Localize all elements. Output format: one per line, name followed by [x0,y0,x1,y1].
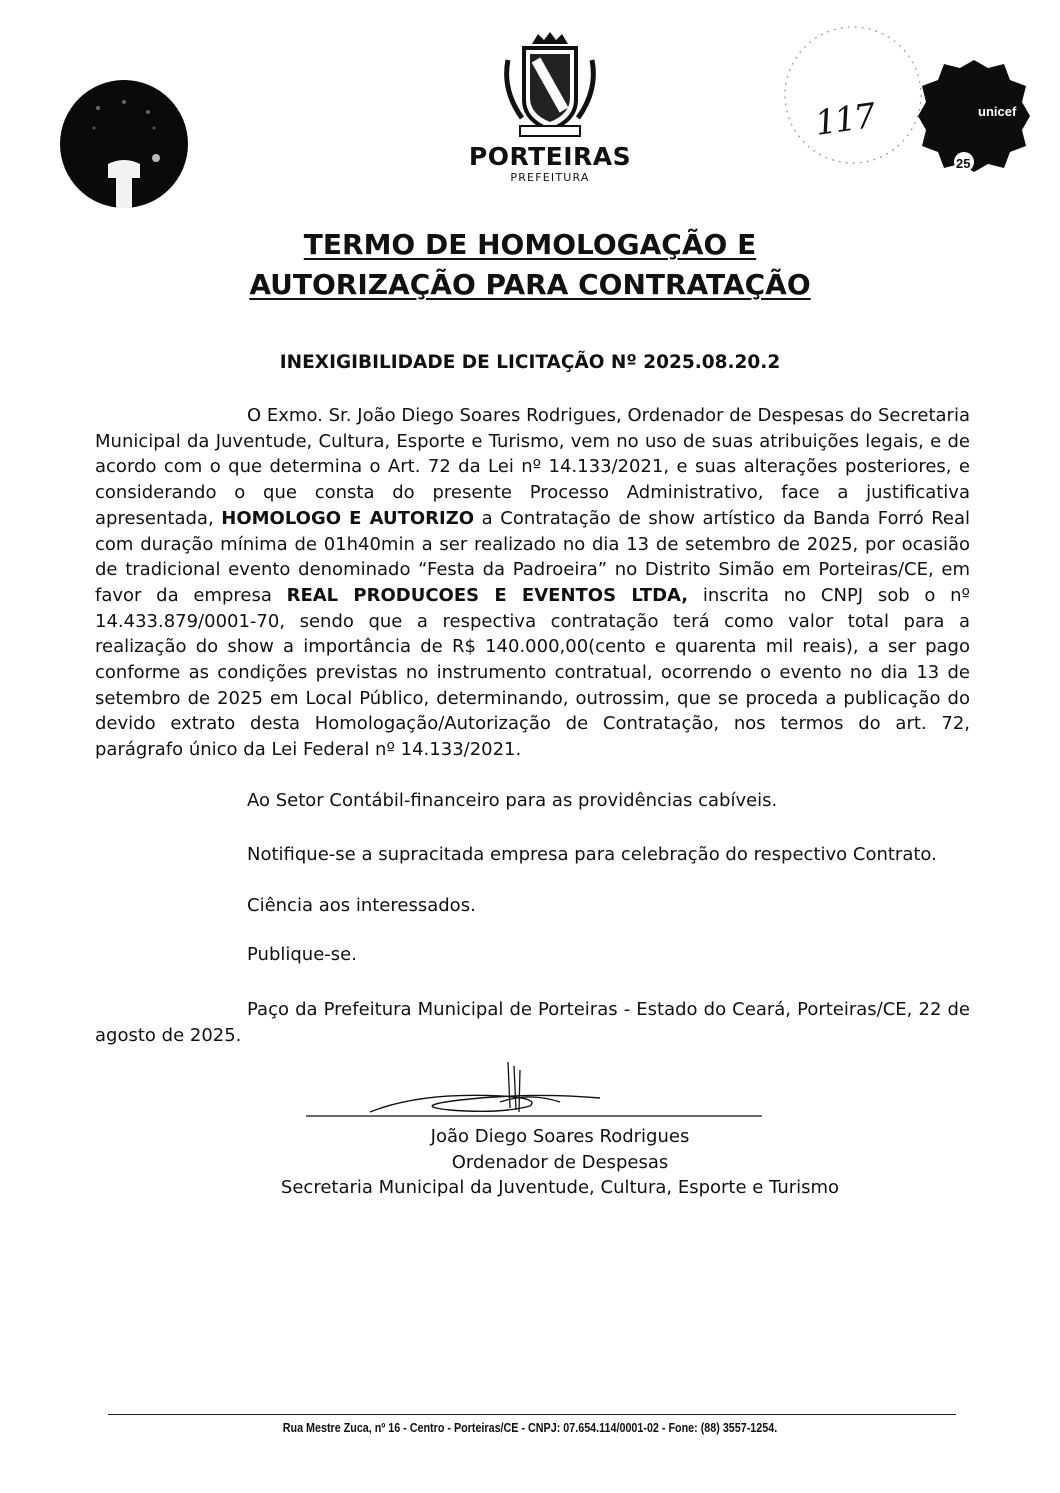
page-stamp [778,20,928,170]
document-subtitle: INEXIGIBILIDADE DE LICITAÇÃO Nº 2025.08.20.2 [279,352,781,373]
coat-of-arms-logo [494,30,606,140]
brand-block [430,143,670,185]
line-notifique: Notifique-se a supracitada empresa para celebração do respectivo Contrato. [247,844,937,865]
para-bold-2: REAL PRODUCOES E EVENTOS LTDA, [286,584,689,606]
left-seal-logo [58,78,190,210]
line-setor: Ao Setor Contábil-financeiro para as providências cabíveis. [247,790,778,811]
signature-block [200,1124,920,1201]
para-part-3: inscrita no CNPJ sob o nº 14.433.879/0001-70, sendo que a respectiva contratação terá como valor total para a realização do show a importância de R$ 140.000,00(cento e quarenta mil reais), a ser pago conforme as condições previstas no instrumento contratual, ocorrendo o evento no dia 13 de setembro de 2025 em Local Público, determinando, outrossim, que se proceda a publicação do devido extrato desta Homologação/Autorização de Contratação, nos termos do art. 72, parágrafo único da Lei Federal nº 14.133/2021. [95,584,971,761]
brand-subtitle: PREFEITURA [510,171,590,184]
line-publique: Publique-se. [247,944,357,965]
unicef-seal-logo [916,58,1032,176]
handwritten-page-number: 117 [812,96,877,144]
signer-name: João Diego Soares Rodrigues [430,1126,690,1147]
closing-paragraph: Paço da Prefeitura Municipal de Porteiras - Estado do Ceará, Porteiras/CE, 22 de agosto de 2025. [95,999,970,1046]
document-title [0,225,1060,305]
footer-divider [108,1414,956,1415]
para-part-1: O Exmo. Sr. João Diego Soares Rodrigues, Ordenador de Despesas do Secretaria Municipal da Juventude, Cultura, Esporte e Turismo, vem no uso de suas atribuições legais, e de acordo com o que determina o Art. 72 da Lei nº 14.133/2021, e suas alterações posteriores, e considerando o que consta do presente Processo Administrativo, face a justificativa apresentada, [95,405,970,529]
main-paragraph [95,403,970,763]
signer-role: Ordenador de Despesas [451,1151,669,1173]
unicef-label: unicef [978,104,1017,119]
para-bold-1: HOMOLOGO E AUTORIZO [221,507,475,529]
unicef-number: 25 [956,156,971,171]
title-line-1: TERMO DE HOMOLOGAÇÃO E [303,228,757,261]
handwritten-signature [300,1052,770,1132]
brand-name: PORTEIRAS [468,142,632,171]
footer-address: Rua Mestre Zuca, nº 16 - Centro - Porteiras/CE - CNPJ: 07.654.114/0001-02 - Fone: (88) 3557-1254. [282,1421,778,1435]
signer-department: Secretaria Municipal da Juventude, Cultura, Esporte e Turismo [280,1177,840,1198]
line-ciencia: Ciência aos interessados. [247,895,476,916]
para-part-2: a Contratação de show artístico da Banda Forró Real com duração mínima de 01h40min a ser realizado no dia 13 de setembro de 2025, por ocasião de tradicional evento denominado “Festa da Padroeira” no Distrito Simão em Porteiras/CE, em favor da empresa [95,507,971,606]
title-line-2: AUTORIZAÇÃO PARA CONTRATAÇÃO [249,268,811,301]
